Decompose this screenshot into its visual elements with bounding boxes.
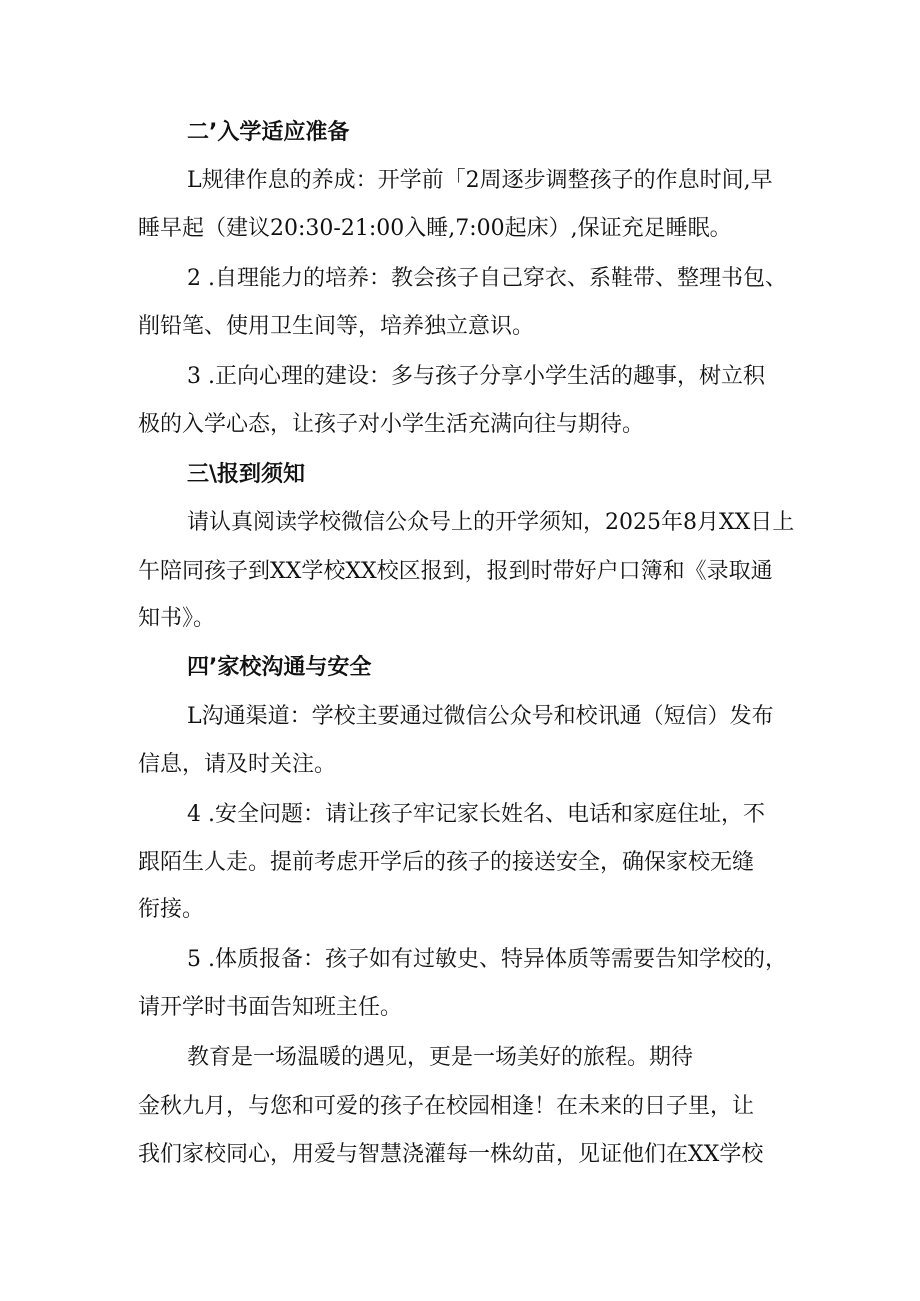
paragraph-line: 3 .正向心理的建设：多与孩子分享小学生活的趣事，树立积	[187, 364, 765, 389]
paragraph-line: 5 .体质报备：孩子如有过敏史、特异体质等需要告知学校的，	[187, 947, 787, 972]
section-heading-adaptation: 二’入学适应准备	[187, 120, 350, 145]
paragraph-line: 知书》。	[138, 606, 216, 631]
paragraph-line: 教育是一场温暖的遇见，更是一场美好的旅程。期待	[187, 1045, 694, 1070]
paragraph-line: 4 .安全问题：请让孩子牢记家长姓名、电话和家庭住址，不	[187, 802, 765, 827]
paragraph-line: 金秋九月，与您和可爱的孩子在校园相逢！在未来的日子里，让	[138, 1094, 755, 1119]
section-heading-registration: 三\报到须知	[187, 462, 306, 487]
paragraph-line: 跟陌生人走。提前考虑开学后的孩子的接送安全，确保家校无缝	[138, 850, 755, 875]
paragraph-line: 衔接。	[138, 897, 205, 922]
paragraph-line: 请认真阅读学校微信公众号上的开学须知，2025年8月XX日上	[187, 510, 795, 535]
paragraph-line: L沟通渠道：学校主要通过微信公众号和校讯通（短信）发布	[187, 704, 774, 729]
paragraph-line: 信息，请及时关注。	[138, 752, 337, 777]
paragraph-line: 我们家校同心，用爱与智慧浇灌每一株幼苗，见证他们在XX学校	[138, 1142, 764, 1167]
paragraph-line: 请开学时书面告知班主任。	[138, 995, 403, 1020]
paragraph-line: L规律作息的养成：开学前「2周逐步调整孩子的作息时间,早	[187, 168, 773, 193]
paragraph-line: 削铅笔、使用卫生间等，培养独立意识。	[138, 314, 535, 339]
paragraph-line: 睡早起（建议20:30-21:00入睡,7:00起床）,保证充足睡眠。	[138, 216, 732, 241]
paragraph-line: 2 .自理能力的培养：教会孩子自己穿衣、系鞋带、整理书包、	[187, 266, 787, 291]
paragraph-line: 极的入学心态，让孩子对小学生活充满向往与期待。	[138, 412, 645, 437]
section-heading-communication: 四’家校沟通与安全	[187, 655, 372, 680]
paragraph-line: 午陪同孩子到XX学校XX校区报到，报到时带好户口簿和《录取通	[138, 559, 773, 584]
